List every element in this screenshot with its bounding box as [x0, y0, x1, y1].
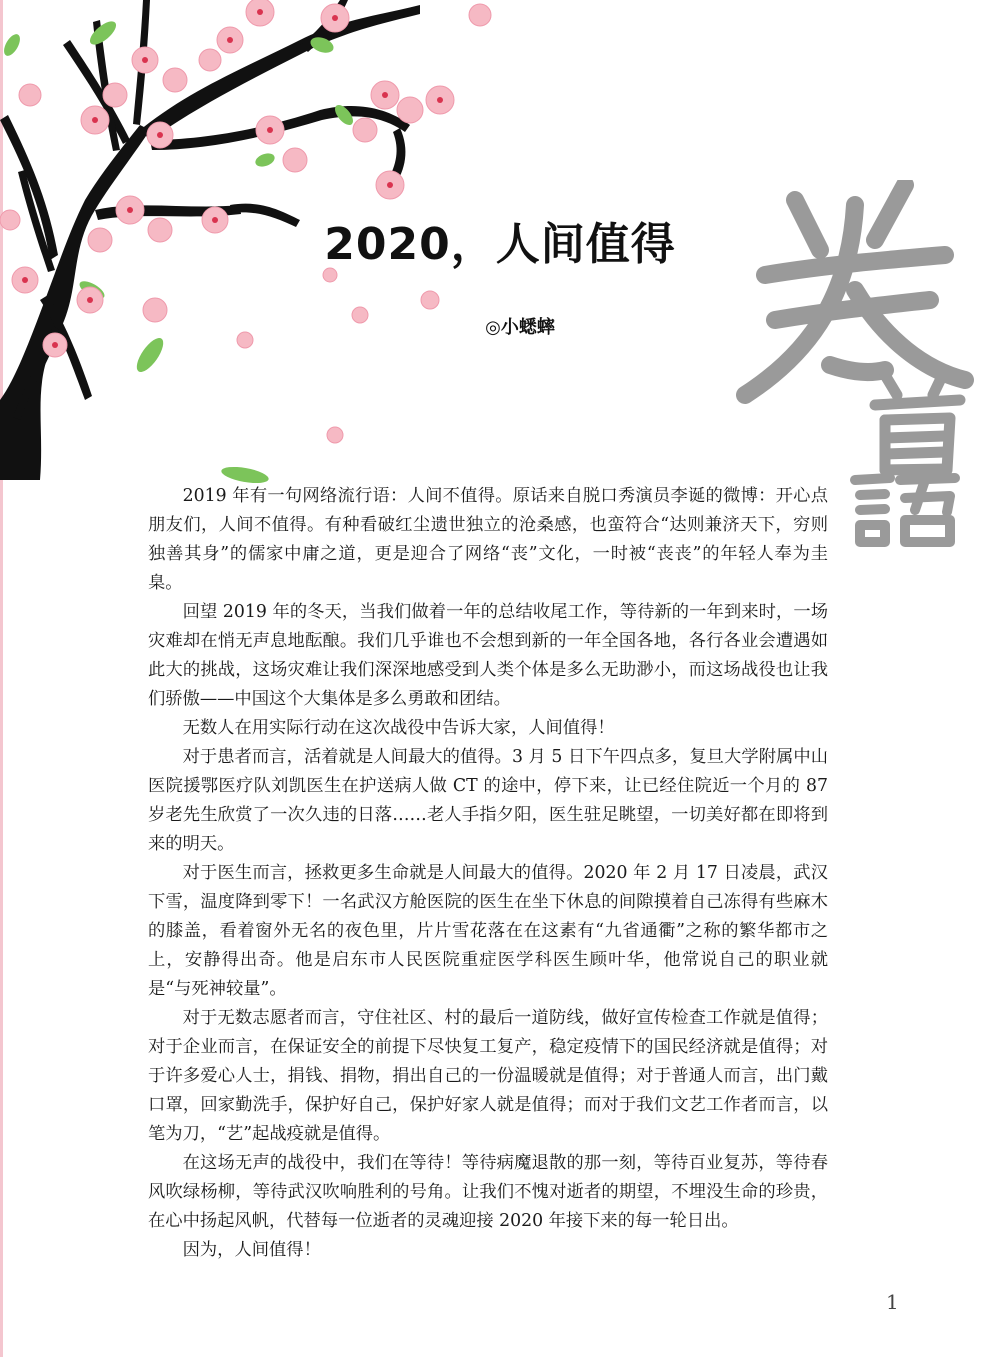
author-byline: ◎小蟋蟀 — [485, 317, 555, 338]
paragraph: 对于患者而言，活着就是人间最大的值得。3 月 5 日下午四点多，复旦大学附属中山医院援鄂医疗队刘凯医生在护送病人做 CT 的途中，停下来，让已经住院近一个月的 87 岁老先生欣赏了一次久违的日落……老人手指夕阳，医生驻足眺望，一切美好都在即将到来的明天。 — [148, 747, 828, 854]
paragraph: 因为，人间值得！ — [182, 1240, 321, 1260]
article-body — [148, 482, 828, 1265]
page-number: 1 — [886, 1290, 899, 1314]
article-title: 2020，人间值得 — [324, 219, 676, 270]
paragraph: 2019 年有一句网络流行语：人间不值得。原话来自脱口秀演员李诞的微博：开心点朋友们，人间不值得。有种看破红尘遗世独立的沧桑感，也蛮符合“达则兼济天下，穷则独善其身”的儒家中庸之道，更是迎合了网络“丧”文化，一时被“丧丧”的年轻人奉为圭臬。 — [148, 486, 828, 593]
paragraph: 对于无数志愿者而言，守住社区、村的最后一道防线，做好宣传检查工作就是值得；对于企业而言，在保证安全的前提下尽快复工复产，稳定疫情下的国民经济就是值得；对于许多爱心人士，捐钱、捐物，捐出自己的一份温暖就是值得；对于普通人而言，出门戴口罩，回家勤洗手，保护好自己，保护好家人就是值得；而对于我们文艺工作者而言，以笔为刀，“艺”起战疫就是值得。 — [148, 1008, 828, 1144]
paragraph: 回望 2019 年的冬天，当我们做着一年的总结收尾工作，等待新的一年到来时，一场灾难却在悄无声息地酝酿。我们几乎谁也不会想到新的一年全国各地，各行各业会遭遇如此大的挑战，这场灾难让我们深深地感受到人类个体是多么无助渺小，而这场战役也让我们骄傲——中国这个大集体是多么勇敢和团结。 — [148, 602, 828, 709]
paragraph: 在这场无声的战役中，我们在等待！等待病魔退散的那一刻，等待百业复苏，等待春风吹绿杨柳，等待武汉吹响胜利的号角。让我们不愧对逝者的期望，不埋没生命的珍贵，在心中扬起风帆，代替每一位逝者的灵魂迎接 2020 年接下来的每一轮日出。 — [148, 1153, 828, 1231]
paragraph: 无数人在用实际行动在这次战役中告诉大家，人间值得！ — [182, 718, 615, 738]
paragraph: 对于医生而言，拯救更多生命就是人间最大的值得。2020 年 2 月 17 日凌晨，武汉下雪，温度降到零下！一名武汉方舱医院的医生在坐下休息的间隙摸着自己冻得有些麻木的膝盖，看着窗外无名的夜色里，片片雪花落在在这素有“九省通衢”之称的繁华都市之上，安静得出奇。他是启东市人民医院重症医学科医生顾叶华，他常说自己的职业就是“与死神较量”。 — [148, 863, 828, 999]
